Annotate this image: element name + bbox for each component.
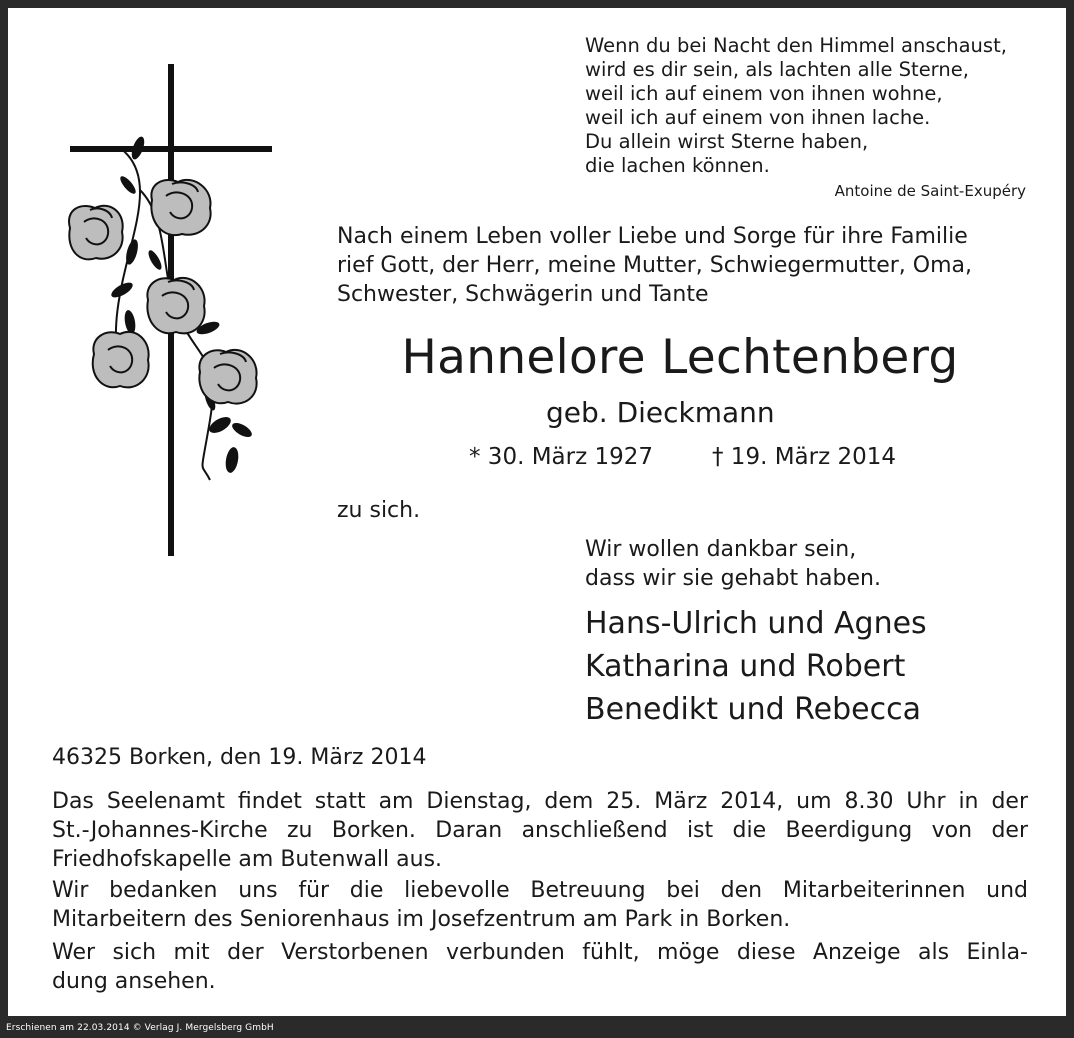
deceased-name: Hannelore Lechtenberg xyxy=(401,330,959,385)
poem-line: Du allein wirst Sterne haben, xyxy=(585,130,869,153)
paragraph-line: Das Seelenamt findet statt am Dienstag, dem 25. März 2014, um 8.30 Uhr in der xyxy=(52,789,1028,814)
publication-footer: Erschienen am 22.03.2014 © Verlag J. Mergelsberg GmbH xyxy=(6,1023,274,1033)
paragraph-line: Friedhofskapelle am Butenwall aus. xyxy=(52,847,443,872)
funeral-paragraph xyxy=(52,787,1028,874)
paragraph-line: Mitarbeitern des Seniorenhaus im Josefzentrum am Park in Borken. xyxy=(52,907,791,932)
gratitude-paragraph xyxy=(52,876,1028,934)
death-date: † 19. März 2014 xyxy=(712,444,897,470)
poem-line: weil ich auf einem von ihnen wohne, xyxy=(585,82,943,105)
poem-author: Antoine de Saint-Exupéry xyxy=(834,182,1026,200)
intro-text xyxy=(337,222,972,309)
family-signatures xyxy=(585,602,927,731)
thanks-line: Wir wollen dankbar sein, xyxy=(585,537,857,562)
cross-with-roses-icon xyxy=(60,60,280,560)
family-member: Hans-Ulrich und Agnes xyxy=(585,606,927,641)
poem-line: weil ich auf einem von ihnen lache. xyxy=(585,106,931,129)
birth-date: * 30. März 1927 xyxy=(469,444,654,470)
intro-line: rief Gott, der Herr, meine Mutter, Schwiegermutter, Oma, xyxy=(337,253,972,278)
invitation-paragraph xyxy=(52,938,1028,996)
poem xyxy=(585,34,1007,178)
poem-line: die lachen können. xyxy=(585,154,770,177)
poem-line: wird es dir sein, als lachten alle Sterne, xyxy=(585,58,969,81)
place-date: 46325 Borken, den 19. März 2014 xyxy=(52,745,427,770)
family-member: Katharina und Robert xyxy=(585,649,906,684)
paragraph-line: Wir bedanken uns für die liebevolle Betreuung bei den Mitarbeiterinnen und xyxy=(52,878,1028,903)
paragraph-line: St.-Johannes-Kirche zu Borken. Daran anschließend ist die Beerdigung von der xyxy=(52,818,1028,843)
family-member: Benedikt und Rebecca xyxy=(585,692,921,727)
intro-line: Nach einem Leben voller Liebe und Sorge für ihre Familie xyxy=(337,224,968,249)
paragraph-line: dung ansehen. xyxy=(52,969,216,994)
maiden-name: geb. Dieckmann xyxy=(546,396,775,429)
thanks-text xyxy=(585,535,881,593)
closing-phrase: zu sich. xyxy=(337,498,421,523)
intro-line: Schwester, Schwägerin und Tante xyxy=(337,282,709,307)
thanks-line: dass wir sie gehabt haben. xyxy=(585,566,881,591)
paragraph-line: Wer sich mit der Verstorbenen verbunden fühlt, möge diese Anzeige als Einla- xyxy=(52,940,1028,965)
poem-line: Wenn du bei Nacht den Himmel anschaust, xyxy=(585,34,1007,57)
